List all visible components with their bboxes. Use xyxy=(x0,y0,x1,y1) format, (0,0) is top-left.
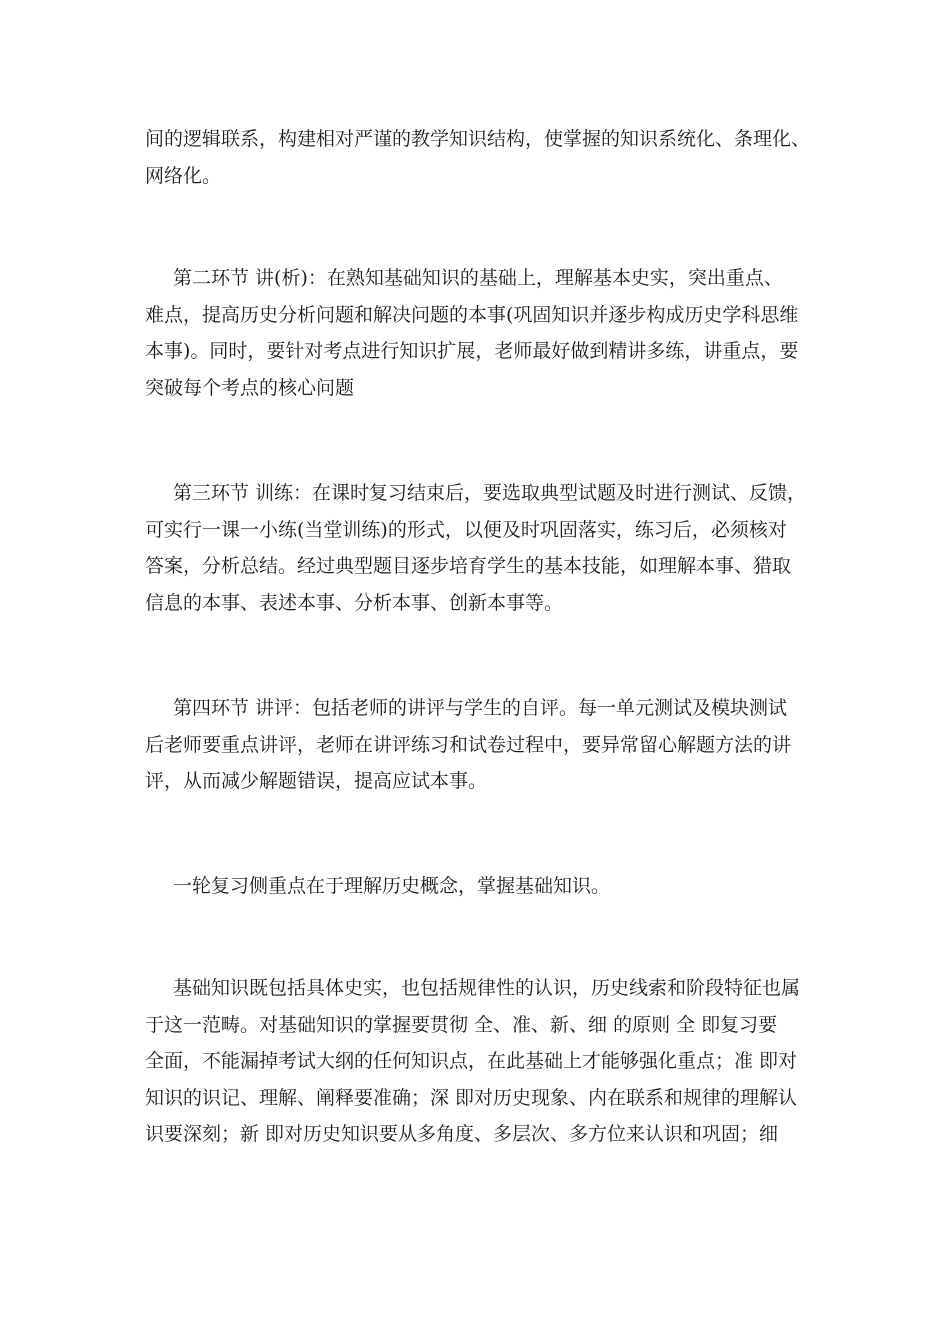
text-line: 于这一范畴。对基础知识的掌握要贯彻 全、准、新、细 的原则 全 即复习要 xyxy=(145,1013,778,1036)
paragraph-step-three xyxy=(145,475,825,621)
text-line: 一轮复习侧重点在于理解历史概念，掌握基础知识。 xyxy=(173,875,611,897)
paragraph-continuation xyxy=(145,121,825,194)
text-line: 评，从而减少解题错误，提高应试本事。 xyxy=(145,770,488,792)
text-line: 全面，不能漏掉考试大纲的任何知识点，在此基础上才能够强化重点；准 即对 xyxy=(145,1050,798,1072)
text-line: 难点，提高历史分析问题和解决问题的本事(巩固知识并逐步构成历史学科思维 xyxy=(145,303,799,326)
paragraph-basic-knowledge xyxy=(145,970,825,1153)
paragraph-first-round-focus xyxy=(145,868,825,905)
text-line: 后老师要重点讲评，老师在讲评练习和试卷过程中，要异常留心解题方法的讲 xyxy=(145,733,792,756)
text-line: 第四环节 讲评：包括老师的讲评与学生的自评。每一单元测试及模块测试 xyxy=(173,697,788,719)
text-line: 答案，分析总结。经过典型题目逐步培育学生的基本技能，如理解本事、猎取 xyxy=(145,555,792,577)
text-line: 识要深刻；新 即对历史知识要从多角度、多层次、多方位来认识和巩固；细 xyxy=(145,1123,779,1145)
text-line: 知识的识记、理解、阐释要准确；深 即对历史现象、内在联系和规律的理解认 xyxy=(145,1086,798,1109)
text-line: 信息的本事、表述本事、分析本事、创新本事等。 xyxy=(145,591,564,614)
text-line: 基础知识既包括具体史实，也包括规律性的认识，历史线索和阶段特征也属 xyxy=(173,977,801,999)
text-line: 第二环节 讲(析)：在熟知基础知识的基础上，理解基本史实，突出重点、 xyxy=(173,267,783,289)
text-line: 网络化。 xyxy=(145,164,222,187)
text-line: 间的逻辑联系，构建相对严谨的教学知识结构，使掌握的知识系统化、条理化、 xyxy=(145,128,811,150)
paragraph-step-two xyxy=(145,260,825,406)
paragraph-step-four xyxy=(145,690,825,800)
text-line: 本事)。同时，要针对考点进行知识扩展，老师最好做到精讲多练，讲重点，要 xyxy=(145,340,799,362)
text-line: 可实行一课一小练(当堂训练)的形式，以便及时巩固落实，练习后，必须核对 xyxy=(145,518,787,541)
text-line: 第三环节 训练：在课时复习结束后，要选取典型试题及时进行测试、反馈， xyxy=(173,482,807,504)
text-line: 突破每个考点的核心问题 xyxy=(145,376,355,399)
